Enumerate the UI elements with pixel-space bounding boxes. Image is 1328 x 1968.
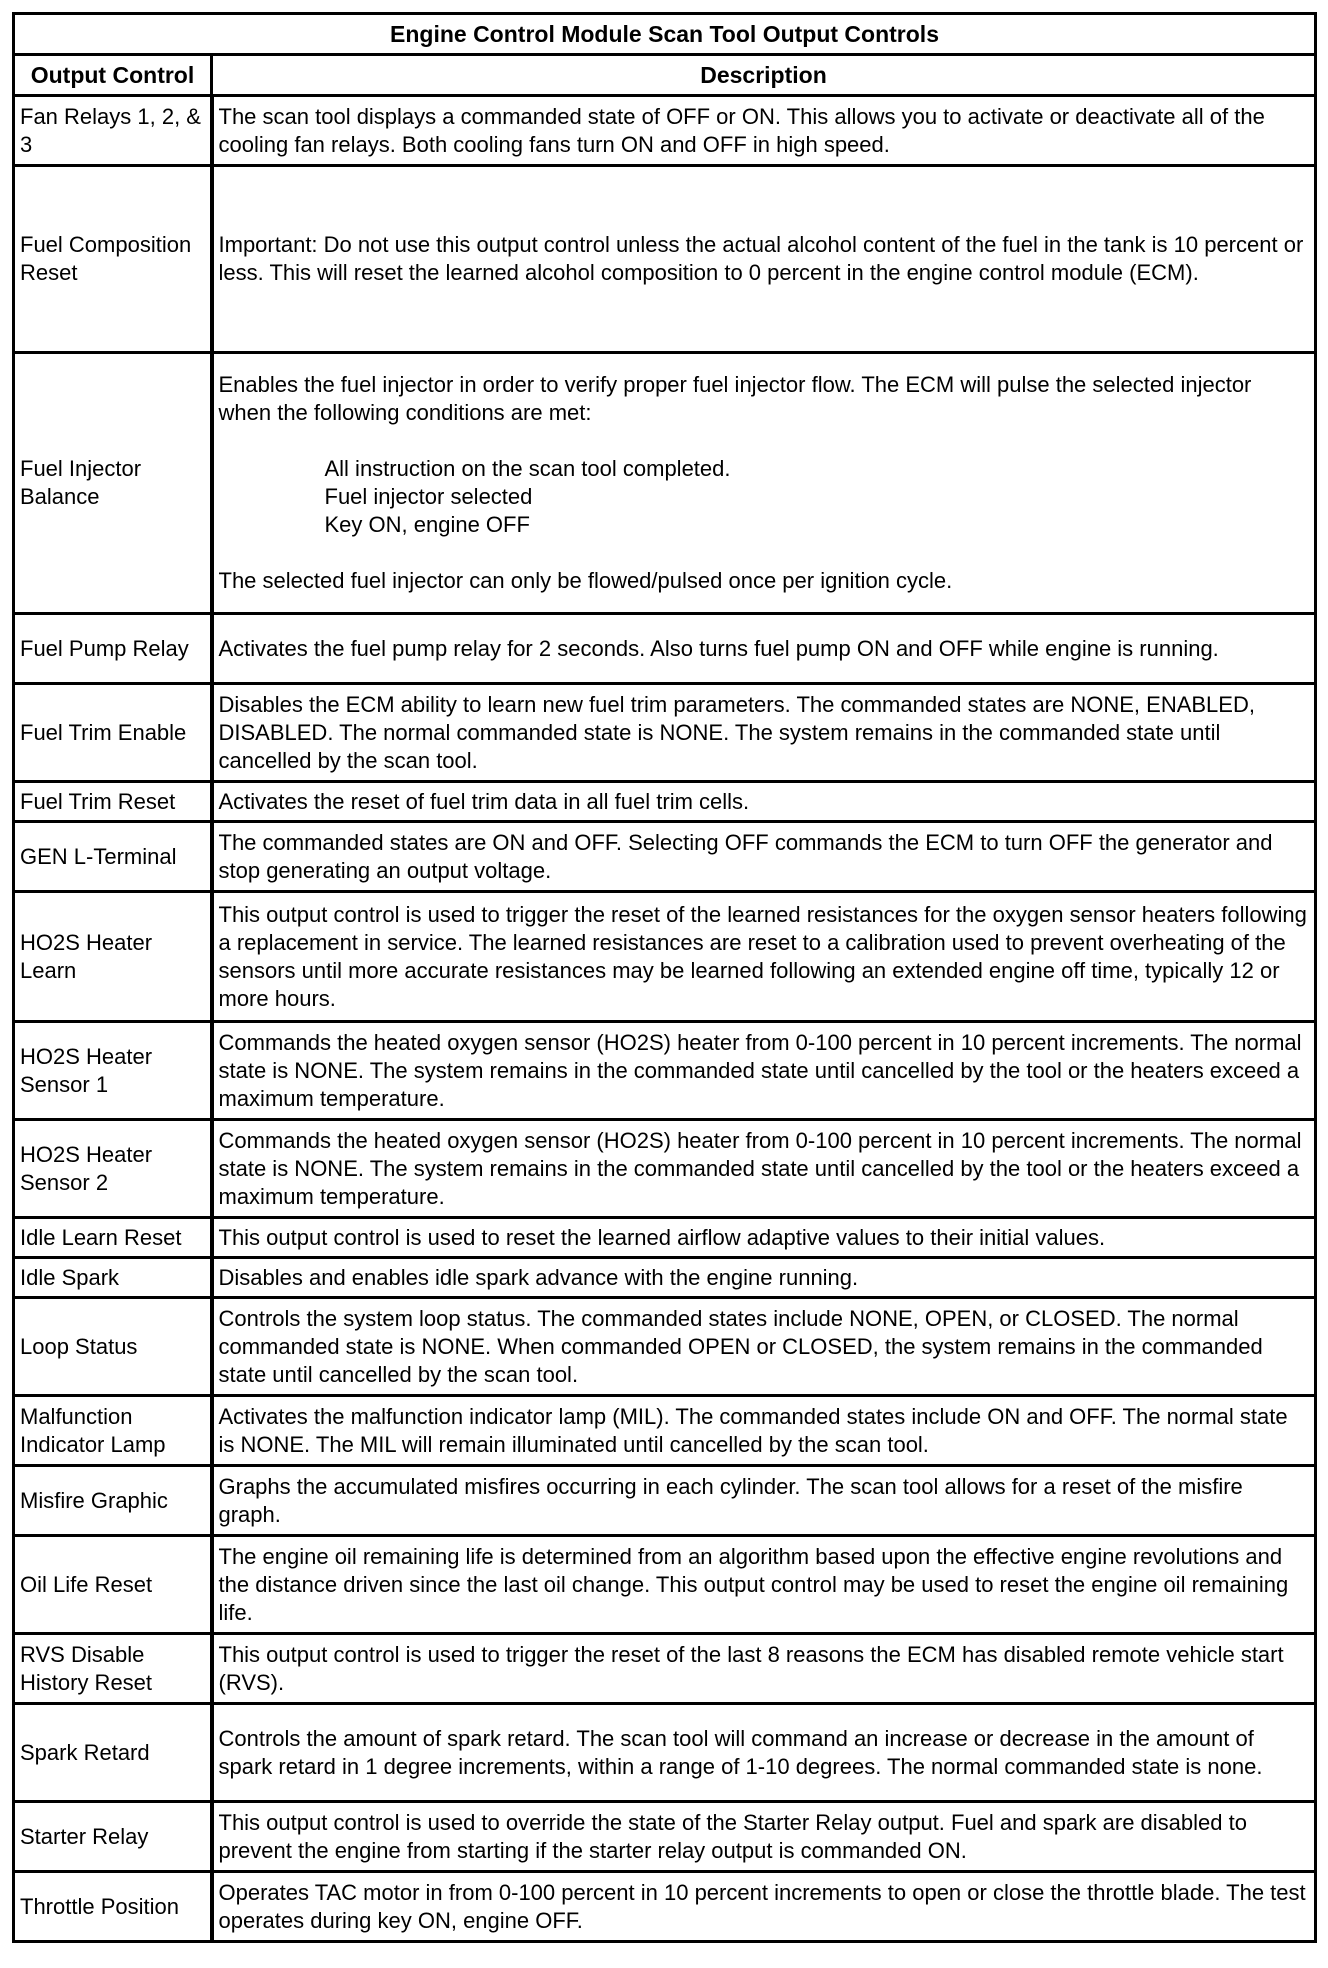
description-cell: The engine oil remaining life is determined from an algorithm based upon the effective engine revolutions and the distance driven since the last oil change. This output control may be used to reset the engine oil remaining life. bbox=[212, 1536, 1316, 1634]
description-cell: Disables and enables idle spark advance with the engine running. bbox=[212, 1258, 1316, 1298]
table-row bbox=[14, 614, 1316, 684]
table-title-row bbox=[14, 14, 1316, 55]
important-note-cell: Important: Do not use this output control unless the actual alcohol content of the fuel in the tank is 10 percent or less. This will reset the learned alcohol composition to 0 percent in the engine control module (ECM). bbox=[212, 166, 1316, 353]
description-cell: Activates the malfunction indicator lamp (MIL). The commanded states include ON and OFF. The normal state is NONE. The MIL will remain illuminated until cancelled by the scan tool. bbox=[212, 1396, 1316, 1466]
table-title: Engine Control Module Scan Tool Output Controls bbox=[14, 14, 1316, 55]
description-cell: The commanded states are ON and OFF. Selecting OFF commands the ECM to turn OFF the generator and stop generating an output voltage. bbox=[212, 822, 1316, 892]
description-cell: This output control is used to trigger the reset of the last 8 reasons the ECM has disabled remote vehicle start (RVS). bbox=[212, 1634, 1316, 1704]
table-row bbox=[14, 353, 1316, 614]
output-control-cell: Loop Status bbox=[14, 1298, 212, 1396]
output-control-cell: Idle Learn Reset bbox=[14, 1218, 212, 1258]
description-cell: Activates the fuel pump relay for 2 seconds. Also turns fuel pump ON and OFF while engine is running. bbox=[212, 614, 1316, 684]
description-cell: The scan tool displays a commanded state of OFF or ON. This allows you to activate or deactivate all of the cooling fan relays. Both cooling fans turn ON and OFF in high speed. bbox=[212, 96, 1316, 166]
output-control-cell: GEN L-Terminal bbox=[14, 822, 212, 892]
description-cell: Commands the heated oxygen sensor (HO2S) heater from 0-100 percent in 10 percent increments. The normal state is NONE. The system remains in the commanded state until cancelled by the tool or the heaters exceed a maximum temperature. bbox=[212, 1120, 1316, 1218]
description-cell: This output control is used to reset the learned airflow adaptive values to their initial values. bbox=[212, 1218, 1316, 1258]
description-cell: Operates TAC motor in from 0-100 percent in 10 percent increments to open or close the throttle blade. The test operates during key ON, engine OFF. bbox=[212, 1872, 1316, 1942]
description-cell: Disables the ECM ability to learn new fuel trim parameters. The commanded states are NONE, ENABLED, DISABLED. The normal commanded state is NONE. The system remains in the commanded state until cancelled by the scan tool. bbox=[212, 684, 1316, 782]
output-control-cell: RVS Disable History Reset bbox=[14, 1634, 212, 1704]
table-row bbox=[14, 892, 1316, 1022]
table-row bbox=[14, 822, 1316, 892]
output-control-cell: Fan Relays 1, 2, & 3 bbox=[14, 96, 212, 166]
table-row bbox=[14, 1634, 1316, 1704]
table-row bbox=[14, 782, 1316, 822]
condition-item: Fuel injector selected bbox=[324, 484, 533, 509]
output-control-cell: Fuel Trim Reset bbox=[14, 782, 212, 822]
output-control-cell: HO2S Heater Learn bbox=[14, 892, 212, 1022]
table-row bbox=[14, 1218, 1316, 1258]
description-cell: Commands the heated oxygen sensor (HO2S) heater from 0-100 percent in 10 percent increments. The normal state is NONE. The system remains in the commanded state until cancelled by the tool or the heaters exceed a maximum temperature. bbox=[212, 1022, 1316, 1120]
table-row bbox=[14, 1802, 1316, 1872]
condition-item: Key ON, engine OFF bbox=[324, 512, 530, 537]
column-header-description: Description bbox=[212, 55, 1316, 96]
table-row bbox=[14, 1298, 1316, 1396]
description-cell bbox=[212, 353, 1316, 614]
description-cell: Controls the amount of spark retard. The scan tool will command an increase or decrease in the amount of spark retard in 1 degree increments, within a range of 1-10 degrees. The normal commanded state is none. bbox=[212, 1704, 1316, 1802]
table-row bbox=[14, 1396, 1316, 1466]
description-note: The selected fuel injector can only be flowed/pulsed once per ignition cycle. bbox=[218, 568, 953, 593]
output-controls-document bbox=[12, 12, 1314, 1943]
condition-item: All instruction on the scan tool completed. bbox=[324, 456, 731, 481]
output-control-cell: Idle Spark bbox=[14, 1258, 212, 1298]
table-row bbox=[14, 1120, 1316, 1218]
output-control-cell: Throttle Position bbox=[14, 1872, 212, 1942]
table-row bbox=[14, 1872, 1316, 1942]
table-row bbox=[14, 1258, 1316, 1298]
table-row bbox=[14, 1022, 1316, 1120]
output-control-cell: HO2S Heater Sensor 1 bbox=[14, 1022, 212, 1120]
table-header-row bbox=[14, 55, 1316, 96]
table-row bbox=[14, 166, 1316, 353]
description-cell: Activates the reset of fuel trim data in all fuel trim cells. bbox=[212, 782, 1316, 822]
output-control-cell: Malfunction Indicator Lamp bbox=[14, 1396, 212, 1466]
description-cell: Graphs the accumulated misfires occurring in each cylinder. The scan tool allows for a reset of the misfire graph. bbox=[212, 1466, 1316, 1536]
description-cell: This output control is used to override the state of the Starter Relay output. Fuel and spark are disabled to prevent the engine from starting if the starter relay output is commanded ON. bbox=[212, 1802, 1316, 1872]
output-control-cell: HO2S Heater Sensor 2 bbox=[14, 1120, 212, 1218]
output-control-cell: Fuel Trim Enable bbox=[14, 684, 212, 782]
output-control-cell: Spark Retard bbox=[14, 1704, 212, 1802]
table-row bbox=[14, 1704, 1316, 1802]
output-control-cell: Oil Life Reset bbox=[14, 1536, 212, 1634]
table-row bbox=[14, 96, 1316, 166]
output-control-cell: Fuel Injector Balance bbox=[14, 353, 212, 614]
column-header-output-control: Output Control bbox=[14, 55, 212, 96]
table-row bbox=[14, 1466, 1316, 1536]
output-controls-table bbox=[12, 12, 1317, 1943]
output-control-cell: Starter Relay bbox=[14, 1802, 212, 1872]
table-row bbox=[14, 1536, 1316, 1634]
output-control-cell: Fuel Composition Reset bbox=[14, 166, 212, 353]
description-text: Enables the fuel injector in order to verify proper fuel injector flow. The ECM will pulse the selected injector when the following conditions are met: bbox=[218, 372, 1252, 425]
description-cell: This output control is used to trigger the reset of the learned resistances for the oxygen sensor heaters following a replacement in service. The learned resistances are reset to a calibration used to prevent overheating of the sensors until more accurate resistances may be learned following an extended engine off time, typically 12 or more hours. bbox=[212, 892, 1316, 1022]
table-row bbox=[14, 684, 1316, 782]
description-cell: Controls the system loop status. The commanded states include NONE, OPEN, or CLOSED. The normal commanded state is NONE. When commanded OPEN or CLOSED, the system remains in the commanded state until cancelled by the scan tool. bbox=[212, 1298, 1316, 1396]
output-control-cell: Fuel Pump Relay bbox=[14, 614, 212, 684]
output-control-cell: Misfire Graphic bbox=[14, 1466, 212, 1536]
